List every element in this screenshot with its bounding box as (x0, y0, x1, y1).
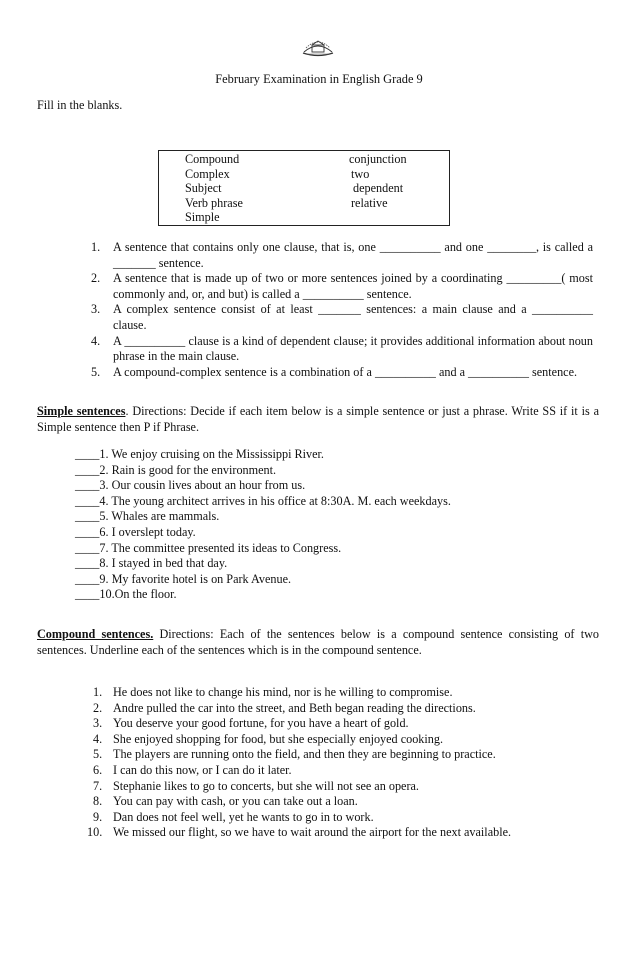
compound-sentence-item (93, 763, 511, 779)
word-bank-word: two (351, 166, 370, 181)
item-number: 9. (93, 809, 103, 824)
word-bank-word: Complex (185, 166, 230, 181)
fill-in-heading: Fill in the blanks. (37, 98, 123, 112)
item-number: 7. (93, 778, 103, 793)
item-number: 10. (87, 825, 103, 840)
simple-sentence-item: ____1. We enjoy cruising on the Mississippi River. (75, 447, 324, 461)
item-number: 4. (91, 333, 101, 348)
simple-sentence-item: ____9. My favorite hotel is on Park Avenue. (75, 571, 292, 586)
word-bank-word: dependent (353, 181, 404, 196)
item-text: She enjoyed shopping for food, but she especially enjoyed cooking. (113, 731, 444, 746)
item-text: I can do this now, or I can do it later. (113, 762, 292, 777)
word-bank-column-1 (185, 152, 243, 225)
fill-in-item (91, 334, 593, 365)
simple-sentences-heading: Simple sentences (37, 404, 126, 418)
compound-sentence-item (93, 810, 511, 826)
compound-sentence-item (93, 701, 511, 717)
compound-sentence-item (93, 794, 511, 810)
simple-sentence-item: ____8. I stayed in bed that day. (75, 556, 228, 571)
fill-in-item (91, 271, 593, 302)
item-text: You can pay with cash, or you can take out a loan. (113, 794, 358, 809)
compound-sentence-item (93, 747, 511, 763)
fill-in-item (91, 302, 593, 333)
compound-sentence-item (93, 685, 511, 701)
item-number: 2. (93, 700, 103, 715)
item-text: A sentence that contains only one clause, that is, one __________ and one ________, is called a _______ sentence. (113, 240, 593, 270)
compound-sentences-directions-text: Directions: Each of the sentences below is a compound sentence consisting of two sentences. Underline each of the sentences which is in the compound sentence. (37, 627, 599, 657)
item-number: 8. (93, 794, 103, 809)
fill-in-item (91, 240, 593, 271)
word-bank-word: Subject (185, 181, 222, 196)
simple-sentence-item: ____7. The committee presented its ideas to Congress. (75, 540, 342, 555)
compound-sentence-item (93, 779, 511, 795)
compound-sentence-item (87, 825, 512, 841)
school-seal-logo (300, 36, 336, 58)
compound-sentence-item (93, 716, 511, 732)
simple-sentence-item: ____2. Rain is good for the environment. (75, 462, 277, 477)
fill-in-item (91, 365, 593, 381)
compound-sentence-item (93, 732, 511, 748)
item-text: Andre pulled the car into the street, and Beth began reading the directions. (113, 700, 476, 715)
item-text: Stephanie likes to go to concerts, but she will not see an opera. (113, 778, 419, 793)
word-bank-box (158, 150, 450, 226)
word-bank-word: conjunction (349, 152, 407, 166)
simple-sentence-item: ____5. Whales are mammals. (75, 509, 220, 524)
simple-sentence-item: ____4. The young architect arrives in his office at 8:30A. M. each weekdays. (75, 493, 451, 508)
simple-sentences-directions-text: . Directions: Decide if each item below is a simple sentence or just a phrase. Write SS if it is a Simple sentence then P if Phrase. (37, 404, 599, 434)
exam-title: February Examination in English Grade 9 (215, 72, 423, 86)
word-bank-column-2 (349, 152, 407, 210)
word-bank-word: Simple (185, 210, 220, 225)
item-number: 3. (91, 302, 101, 317)
simple-sentences-list (75, 447, 451, 603)
item-number: 6. (93, 762, 103, 777)
simple-sentence-item: ____3. Our cousin lives about an hour from us. (75, 478, 306, 493)
item-number: 5. (93, 747, 103, 762)
simple-sentence-item: ____10.On the floor. (75, 587, 177, 602)
item-number: 4. (93, 731, 103, 746)
compound-sentences-heading: Compound sentences. (37, 627, 154, 641)
word-bank-word: Verb phrase (185, 195, 243, 210)
item-number: 5. (91, 364, 101, 379)
simple-sentence-item: ____6. I overslept today. (75, 524, 196, 539)
item-number: 1. (91, 240, 101, 254)
word-bank-word: Compound (185, 152, 240, 166)
simple-sentences-directions (37, 404, 599, 435)
item-text: He does not like to change his mind, nor is he willing to compromise. (113, 685, 453, 699)
item-number: 1. (93, 685, 103, 699)
item-text: A sentence that is made up of two or more sentences joined by a coordinating _________( most commonly and, or, and but) is called a __________ sentence. (113, 271, 593, 301)
item-text: A compound-complex sentence is a combination of a __________ and a __________ sentence. (113, 364, 578, 379)
compound-sentences-directions (37, 627, 599, 658)
item-text: A complex sentence consist of at least _______ sentences: a main clause and a __________ clause. (113, 302, 593, 332)
fill-in-list (91, 240, 593, 380)
word-bank-word: relative (351, 195, 388, 210)
item-number: 2. (91, 271, 101, 286)
item-text: A __________ clause is a kind of dependent clause; it provides additional information about noun phrase in the main clause. (113, 333, 593, 364)
compound-sentences-list (87, 685, 512, 841)
item-text: Dan does not feel well, yet he wants to go in to work. (113, 809, 374, 824)
item-text: We missed our flight, so we have to wait around the airport for the next available. (113, 825, 512, 840)
item-number: 3. (93, 716, 103, 731)
item-text: You deserve your good fortune, for you have a heart of gold. (113, 716, 409, 731)
item-text: The players are running onto the field, and then they are beginning to practice. (113, 747, 496, 762)
